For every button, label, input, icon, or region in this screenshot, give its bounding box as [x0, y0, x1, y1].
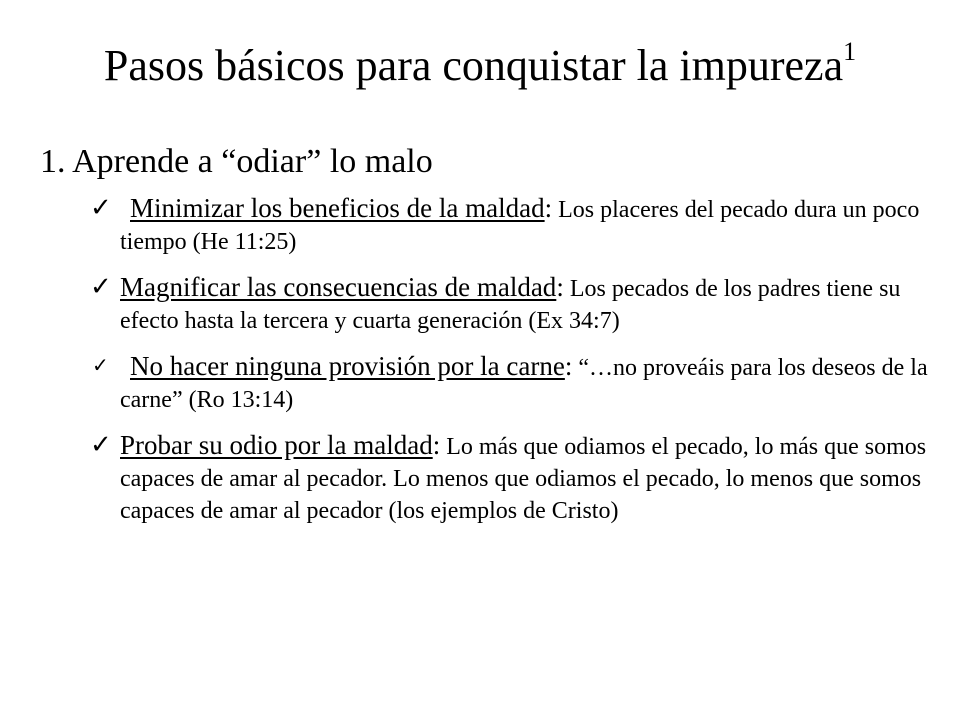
footnote-marker: 1 [843, 37, 857, 66]
bullet-separator: : [544, 193, 553, 223]
checkmark-icon: ✓ [90, 272, 112, 301]
bullet-lead: Minimizar los beneficios de la maldad [130, 193, 545, 223]
checkmark-icon: ✓ [90, 193, 112, 222]
bullet-item [90, 429, 930, 527]
checkmark-icon: ✓ [92, 355, 109, 377]
bullet-list [90, 192, 930, 540]
bullet-lead: No hacer ninguna provisión por la carne [130, 351, 565, 381]
bullet-lead: Magnificar las consecuencias de maldad [120, 272, 557, 302]
checkmark-icon: ✓ [90, 430, 112, 459]
bullet-detail: Lo más que odiamos el pecado, lo más que somos capaces de amar al pecador. Lo menos que odiamos el pecado, lo menos que somos capaces de amar al pecador (los ejemplos de Cristo) [120, 434, 927, 524]
bullet-detail: Los pecados de los padres tiene su efecto hasta la tercera y cuarta generación (Ex 34:7) [120, 276, 901, 334]
bullet-separator: : [432, 430, 441, 460]
slide-title [0, 38, 960, 94]
bullet-detail: “…no proveáis para los deseos de la carne” (Ro 13:14) [120, 355, 928, 413]
bullet-separator: : [564, 351, 573, 381]
bullet-lead: Probar su odio por la maldad [120, 430, 433, 460]
slide-title-text: Pasos básicos para conquistar la impureza [103, 41, 844, 90]
section-heading: 1. Aprende a “odiar” lo malo [40, 143, 433, 180]
bullet-item [90, 271, 930, 337]
bullet-separator: : [556, 272, 564, 302]
bullet-item [90, 350, 930, 416]
bullet-item [90, 192, 930, 258]
bullet-detail: Los placeres del pecado dura un poco tiempo (He 11:25) [120, 197, 920, 255]
